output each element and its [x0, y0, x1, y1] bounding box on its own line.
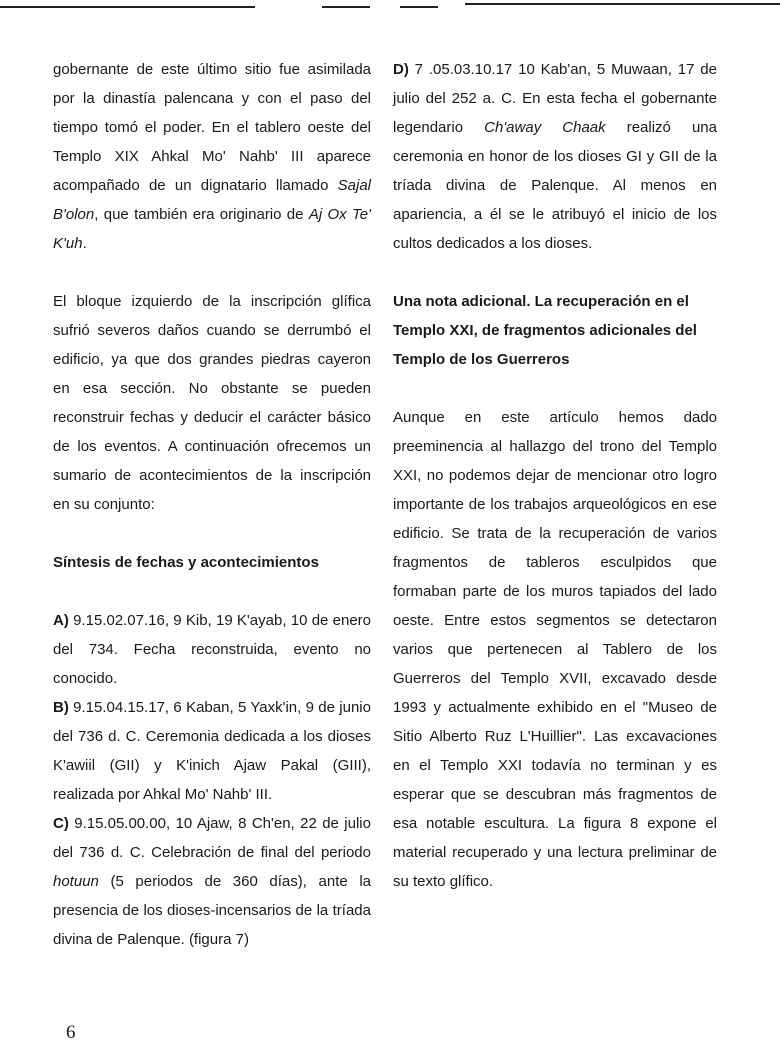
event-c: C) 9.15.05.00.00, 10 Ajaw, 8 Ch'en, 22 de julio del 736 d. C. Celebración de final del periodo hotuun (5 periodos de 360 días), ante la presencia de los dioses-incensarios de la tríada divina de Palenque. (figura 7) — [53, 815, 371, 948]
event-a-label: A) — [53, 612, 69, 629]
section-heading-additional-note: Una nota adicional. La recuperación en el Templo XXI, de fragmentos adicionales del Templo de los Guerreros — [393, 293, 697, 368]
name-aj-ox-te-kuh: Aj Ox Te' K'uh — [53, 206, 371, 252]
left-column — [53, 55, 371, 954]
page-number: 6 — [66, 1022, 76, 1043]
top-rule-3 — [400, 6, 438, 8]
top-rule-4 — [465, 3, 780, 5]
section-heading-synthesis: Síntesis de fechas y acontecimientos — [53, 554, 319, 571]
event-c-label: C) — [53, 815, 69, 832]
event-b-label: B) — [53, 699, 69, 716]
event-b: B) 9.15.04.15.17, 6 Kaban, 5 Yaxk'in, 9 de junio del 736 d. C. Ceremonia dedicada a los dioses K'awiil (GII) y K'inich Ajaw Pakal (GIII), realizada por Ahkal Mo' Nahb' III. — [53, 699, 371, 803]
left-paragraph-2: El bloque izquierdo de la inscripción glífica sufrió severos daños cuando se derrumbó el edificio, ya que dos grandes piedras cayeron en esa sección. No obstante se pueden reconstruir fechas y deducir el carácter básico de los eventos. A continuación ofrecemos un sumario de acontecimientos de la inscripción en su conjunto: — [53, 293, 371, 513]
top-rule-2 — [322, 6, 370, 8]
top-rule-1 — [0, 6, 255, 8]
right-column — [393, 55, 717, 896]
right-paragraph: Aunque en este artículo hemos dado preeminencia al hallazgo del trono del Templo XXI, no podemos dejar de mencionar otro logro importante de los trabajos arqueológicos en ese edificio. Se trata de la recuperación de varios fragmentos de tableros esculpidos que formaban parte de los muros tapiados del lado oeste. Entre estos segmentos se detectaron varios que pertenecen al Tablero de los Guerreros del Templo XVII, excavado desde 1993 y actualmente exhibido en el "Museo de Sitio Alberto Ruz L'Huillier". Las excavaciones en el Templo XXI todavía no terminan y es esperar que se descubran más fragmentos de esa notable escultura. La figura 8 expone el material recuperado y una lectura preliminar de su texto glífico. — [393, 409, 717, 890]
event-d-label: D) — [393, 61, 409, 78]
name-sajal-bolon: Sajal B'olon — [53, 177, 371, 223]
left-paragraph-1: gobernante de este último sitio fue asimilada por la dinastía palencana y con el paso del tiempo tomó el poder. En el tablero oeste del Templo XIX Ahkal Mo' Nahb' III aparece acompañado de un dignatario llamado Sajal B'olon, que también era originario de Aj Ox Te' K'uh. — [53, 61, 371, 252]
event-d: D) 7 .05.03.10.17 10 Kab'an, 5 Muwaan, 17 de julio del 252 a. C. En esta fecha el gobernante legendario Ch'away Chaak realizó una ceremonia en honor de los dioses GI y GII de la tríada divina de Palenque. Al menos en apariencia, a él se le atribuyó el inicio de los cultos dedicados a los dioses. — [393, 61, 717, 252]
event-a: A) 9.15.02.07.16, 9 Kib, 19 K'ayab, 10 de enero del 734. Fecha reconstruida, evento no conocido. — [53, 612, 371, 687]
